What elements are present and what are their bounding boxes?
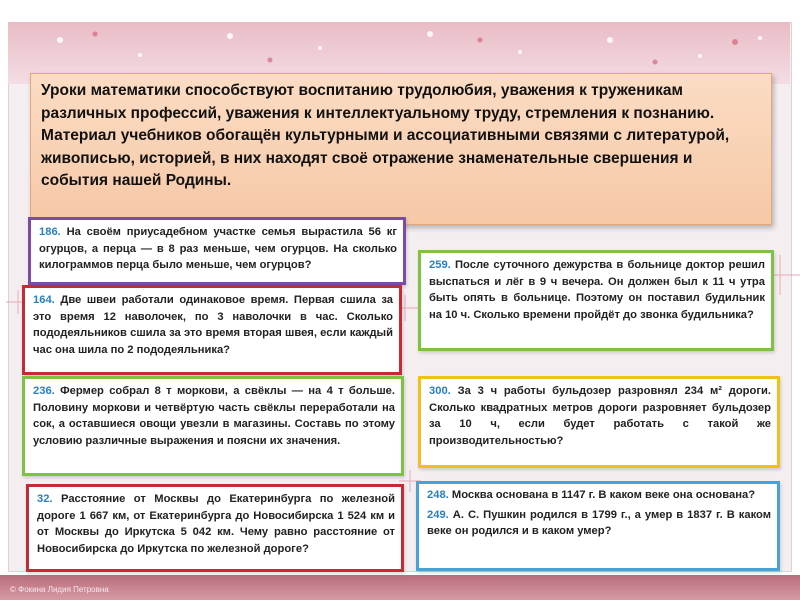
problem-card-186 bbox=[28, 217, 406, 285]
problem-number: 259. bbox=[429, 259, 451, 271]
problem-card-248-249 bbox=[416, 481, 780, 571]
intro-text: Уроки математики способствуют воспитанию трудолюбия, уважения к труженикам различных профессий, уважения к интеллектуальному труду, стремления к познанию. Материал учебников обогащён культурными и ассоциативными связями с литературой, живописью, историей, в них находят своё отражение знаменательные свершения и события нашей Родины. bbox=[41, 82, 730, 189]
problem-text: Расстояние от Москвы до Екатеринбурга по железной дороге 1 667 км, от Екатеринбурга до Новосибирска 1 524 км и от Москвы до Иркутска 5 042 км. Чему равно расстояние от Новосибирска до Иркутска по железной дороге? bbox=[37, 493, 396, 555]
problem-number: 186. bbox=[39, 226, 61, 238]
problem-card-32 bbox=[26, 484, 404, 572]
problem-card-300 bbox=[418, 376, 780, 468]
problem-text: После суточного дежурства в больнице доктор решил выспаться и лёг в 9 ч вечера. Он должен был к 11 ч утра быть опять в больнице. Поэтому он поставил будильник на 10 ч. Сколько времени пройдёт до звонка будильника? bbox=[429, 259, 766, 321]
problem-text: Две швеи работали одинаковое время. Первая сшила за это время 12 наволочек, по 3 наволочки в час. Сколько пододеяльников сшила за это время вторая швея, если каждый час она шила по 2 пододеяльника? bbox=[33, 294, 394, 356]
problem-number: 248. bbox=[427, 489, 449, 501]
problem-text: Москва основана в 1147 г. В каком веке она основана? bbox=[451, 489, 756, 501]
problem-card-164 bbox=[22, 285, 402, 375]
intro-callout bbox=[30, 73, 772, 225]
problem-number: 249. bbox=[427, 508, 449, 521]
problem-text: На своём приусадебном участке семья вырастила 56 кг огурцов, а перца — в 8 раз меньше, чем огурцов. На сколько килограммов перца было меньше, чем огурцов? bbox=[39, 226, 397, 272]
author-credit: © Фокина Лидия Петровна bbox=[10, 585, 109, 594]
problem-number: 32. bbox=[37, 493, 53, 505]
problem-number: 164. bbox=[33, 294, 55, 306]
problem-text: А. С. Пушкин родился в 1799 г., а умер в 1837 г. В каком веке он родился и в каком умер? bbox=[427, 508, 772, 538]
problem-card-236 bbox=[22, 376, 404, 476]
problem-number: 236. bbox=[33, 385, 55, 397]
problem-number: 300. bbox=[429, 385, 451, 397]
decorative-bottom-band bbox=[0, 575, 800, 600]
problem-text: За 3 ч работы бульдозер разровнял 234 м² дороги. Сколько квадратных метров дороги разровняет бульдозер за 10 ч, если будет работать с такой же производительностью? bbox=[429, 385, 771, 447]
problem-text: Фермер собрал 8 т моркови, а свёклы — на 4 т больше. Половину моркови и четвёртую часть свёклы переработали на сок, а оставшиеся овощи увезли в магазины. Составь по этому условию различные выражения и поясни их значения. bbox=[33, 385, 395, 447]
problem-card-259 bbox=[418, 250, 774, 351]
